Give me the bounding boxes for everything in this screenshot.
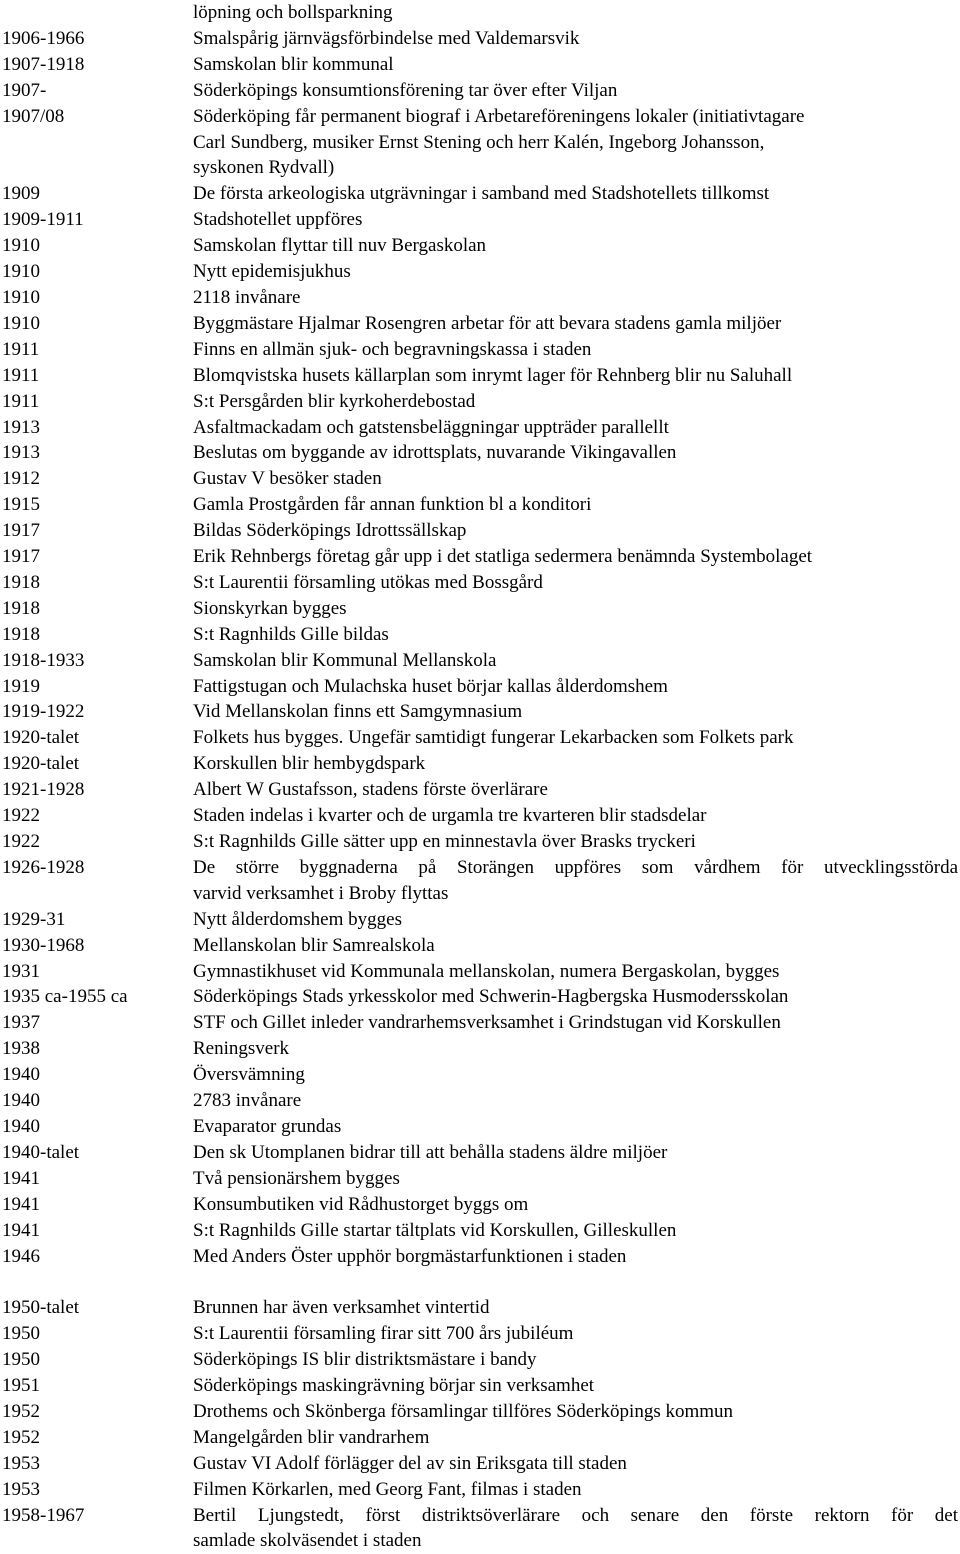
event-cell <box>193 1347 958 1373</box>
timeline-row <box>0 648 960 674</box>
timeline-row <box>0 544 960 570</box>
year-cell: 1917 <box>2 520 40 542</box>
timeline-row <box>0 1321 960 1347</box>
year-cell: 1958-1967 <box>2 1504 85 1526</box>
event-text-line: STF och Gillet inleder vandrarhemsverksamhet i Grindstugan vid Korskullen <box>193 1012 781 1034</box>
year-cell: 1909-1911 <box>2 209 84 231</box>
year-cell: 1950 <box>2 1323 40 1345</box>
event-cell <box>193 259 958 285</box>
event-cell <box>193 78 958 104</box>
event-text-line: Söderköping får permanent biograf i Arbetareföreningens lokaler (initiativtagare <box>193 105 805 127</box>
event-text-line: Två pensionärshem bygges <box>193 1167 400 1189</box>
event-text-line: S:t Laurentii församling utökas med Bossgård <box>193 571 543 593</box>
event-cell <box>193 311 958 337</box>
section-gap <box>0 1269 960 1295</box>
year-cell: 1909 <box>2 183 40 205</box>
event-cell <box>193 1218 958 1244</box>
timeline-row <box>0 26 960 52</box>
event-text-line: Finns en allmän sjuk- och begravningskassa i staden <box>193 338 592 360</box>
event-text-line: Erik Rehnbergs företag går upp i det statliga sedermera benämnda Systembolaget <box>193 546 813 568</box>
event-text-line: Med Anders Öster upphör borgmästarfunktionen i staden <box>193 1245 627 1267</box>
timeline-row <box>0 1192 960 1218</box>
timeline-row <box>0 1425 960 1451</box>
year-cell: 1937 <box>2 1012 40 1034</box>
event-text-line: Asfaltmackadam och gatstensbeläggningar uppträder parallellt <box>193 416 669 438</box>
event-text-line: Söderköpings maskingrävning börjar sin verksamhet <box>193 1375 595 1397</box>
year-cell: 1929-31 <box>2 908 66 930</box>
year-cell: 1910 <box>2 261 40 283</box>
timeline-row <box>0 0 960 26</box>
event-text-line: Brunnen har även verksamhet vintertid <box>193 1297 490 1319</box>
year-cell: 1919 <box>2 675 40 697</box>
event-text-line: Reningsverk <box>193 1038 290 1060</box>
timeline-row <box>0 1062 960 1088</box>
event-cell <box>193 207 958 233</box>
event-cell <box>193 725 958 751</box>
timeline-row <box>0 907 960 933</box>
event-cell <box>193 363 958 389</box>
event-text-line: Söderköpings konsumtionsförening tar över efter Viljan <box>193 79 618 101</box>
event-cell <box>193 959 958 985</box>
timeline-row <box>0 1036 960 1062</box>
timeline-row <box>0 1140 960 1166</box>
event-text-line: De första arkeologiska utgrävningar i samband med Stadshotellets tillkomst <box>193 183 770 205</box>
event-text-line: Gamla Prostgården får annan funktion bl a konditori <box>193 494 592 516</box>
timeline-row <box>0 52 960 78</box>
year-cell: 1918 <box>2 623 40 645</box>
year-cell: 1921-1928 <box>2 779 85 801</box>
event-text-line: De större byggnaderna på Storängen uppföres som vårdhem för utvecklingsstörda <box>193 856 958 878</box>
event-text-line: Beslutas om byggande av idrottsplats, nuvarande Vikingavallen <box>193 442 677 464</box>
event-text-line: Evaparator grundas <box>193 1115 342 1137</box>
timeline-row <box>0 959 960 985</box>
event-cell <box>193 285 958 311</box>
event-text-line: S:t Ragnhilds Gille sätter upp en minnestavla över Brasks tryckeri <box>193 831 696 852</box>
event-cell <box>193 104 958 182</box>
event-text-line: Drothems och Skönberga församlingar tillföres Söderköpings kommun <box>193 1400 734 1422</box>
event-cell <box>193 1477 958 1503</box>
timeline-row <box>0 725 960 751</box>
year-cell: 1920-talet <box>2 753 80 775</box>
year-cell: 1911 <box>2 364 40 386</box>
event-cell <box>193 1140 958 1166</box>
event-text-line: Gustav VI Adolf förlägger del av sin Eriksgata till staden <box>193 1452 627 1474</box>
event-text-line: varvid verksamhet i Broby flyttas <box>193 882 449 904</box>
event-text-line: S:t Ragnhilds Gille bildas <box>193 623 389 645</box>
year-cell: 1922 <box>2 831 40 852</box>
timeline-row <box>0 181 960 207</box>
year-cell: 1940 <box>2 1064 40 1086</box>
event-text-line: S:t Persgården blir kyrkoherdebostad <box>193 390 476 412</box>
event-cell <box>193 1425 958 1451</box>
event-text-line: Albert W Gustafsson, stadens förste överlärare <box>193 779 548 801</box>
year-cell: 1919-1922 <box>2 701 85 723</box>
timeline-row <box>0 337 960 363</box>
year-cell: 1910 <box>2 286 40 308</box>
event-cell <box>193 984 958 1010</box>
year-cell: 1952 <box>2 1400 40 1422</box>
timeline-row <box>0 1295 960 1321</box>
timeline-row <box>0 285 960 311</box>
year-cell: 1918 <box>2 571 40 593</box>
timeline-row <box>0 1347 960 1373</box>
event-text-line: Staden indelas i kvarter och de urgamla tre kvarteren blir stadsdelar <box>193 805 707 827</box>
year-cell: 1941 <box>2 1193 40 1215</box>
event-text-line: Bertil Ljungstedt, först distriktsöverlärare och senare den förste rektorn för det <box>193 1504 958 1526</box>
timeline-row <box>0 440 960 466</box>
event-text-line: Samskolan blir kommunal <box>193 53 394 75</box>
year-cell: 1940 <box>2 1115 40 1137</box>
timeline-row <box>0 1218 960 1244</box>
year-cell: 1953 <box>2 1452 40 1474</box>
event-text-line: Smalspårig järnvägsförbindelse med Valdemarsvik <box>193 27 580 49</box>
year-cell: 1930-1968 <box>2 934 85 956</box>
timeline-row <box>0 933 960 959</box>
event-cell <box>193 466 958 492</box>
timeline-row <box>0 699 960 725</box>
timeline-row <box>0 984 960 1010</box>
timeline-row <box>0 1477 960 1503</box>
event-cell <box>193 1373 958 1399</box>
event-cell <box>193 933 958 959</box>
year-cell: 1917 <box>2 546 40 568</box>
event-cell <box>193 492 958 518</box>
event-cell <box>193 1503 958 1554</box>
timeline-row <box>0 1373 960 1399</box>
event-cell <box>193 1399 958 1425</box>
event-text-line: samlade skolväsendet i staden <box>193 1530 422 1552</box>
event-cell <box>193 777 958 803</box>
event-text-line: Filmen Körkarlen, med Georg Fant, filmas i staden <box>193 1478 582 1500</box>
year-cell: 1910 <box>2 312 40 334</box>
year-cell: 1951 <box>2 1375 40 1397</box>
timeline-row <box>0 1010 960 1036</box>
event-cell <box>193 648 958 674</box>
event-text-line: Samskolan blir Kommunal Mellanskola <box>193 649 497 671</box>
event-cell <box>193 1451 958 1477</box>
timeline-row <box>0 259 960 285</box>
year-cell: 1926-1928 <box>2 856 85 878</box>
event-cell <box>193 829 958 855</box>
event-cell <box>193 751 958 777</box>
event-cell <box>193 622 958 648</box>
timeline-row <box>0 1166 960 1192</box>
event-text-line: syskonen Rydvall) <box>193 157 335 179</box>
year-cell: 1938 <box>2 1038 40 1060</box>
year-cell: 1922 <box>2 805 40 827</box>
event-text-line: Sionskyrkan bygges <box>193 597 347 619</box>
event-cell <box>193 389 958 415</box>
timeline-row <box>0 829 960 855</box>
event-cell <box>193 26 958 52</box>
year-cell: 1952 <box>2 1426 40 1448</box>
event-cell <box>193 518 958 544</box>
timeline-row <box>0 855 960 907</box>
year-cell: 1913 <box>2 416 40 438</box>
year-cell: 1906-1966 <box>2 27 85 49</box>
timeline-row <box>0 233 960 259</box>
event-cell <box>193 1295 958 1321</box>
timeline-row <box>0 1088 960 1114</box>
event-cell <box>193 52 958 78</box>
year-cell: 1915 <box>2 494 40 516</box>
timeline-row <box>0 492 960 518</box>
event-cell <box>193 803 958 829</box>
timeline-row <box>0 596 960 622</box>
event-cell <box>193 1062 958 1088</box>
timeline-row <box>0 78 960 104</box>
timeline-row <box>0 803 960 829</box>
event-text-line: S:t Ragnhilds Gille startar tältplats vid Korskullen, Gilleskullen <box>193 1219 677 1241</box>
event-text-line: Fattigstugan och Mulachska huset börjar kallas ålderdomshem <box>193 675 668 697</box>
event-cell <box>193 699 958 725</box>
timeline-row <box>0 207 960 233</box>
year-cell: 1918 <box>2 597 40 619</box>
timeline-row <box>0 751 960 777</box>
event-cell <box>193 1244 958 1270</box>
event-cell <box>193 544 958 570</box>
event-text-line: Översvämning <box>193 1064 305 1086</box>
event-cell <box>193 233 958 259</box>
timeline-row <box>0 1399 960 1425</box>
event-text-line: Folkets hus bygges. Ungefär samtidigt fungerar Lekarbacken som Folkets park <box>193 727 794 749</box>
timeline-row <box>0 674 960 700</box>
year-cell: 1911 <box>2 390 40 412</box>
event-text-line: 2118 invånare <box>193 286 301 308</box>
year-cell: 1953 <box>2 1478 40 1500</box>
event-cell <box>193 1321 958 1347</box>
event-cell <box>193 596 958 622</box>
timeline-row <box>0 363 960 389</box>
event-cell <box>193 440 958 466</box>
event-cell <box>193 855 958 907</box>
event-text-line: Bildas Söderköpings Idrottssällskap <box>193 520 467 542</box>
timeline-row <box>0 1451 960 1477</box>
event-text-line: löpning och bollsparkning <box>193 2 393 23</box>
year-cell: 1935 ca-1955 ca <box>2 986 128 1008</box>
event-text-line: Nytt epidemisjukhus <box>193 261 351 283</box>
event-text-line: Söderköpings IS blir distriktsmästare i bandy <box>193 1349 537 1371</box>
event-text-line: Korskullen blir hembygdspark <box>193 753 426 775</box>
timeline-row <box>0 570 960 596</box>
year-cell: 1946 <box>2 1245 40 1267</box>
year-cell: 1912 <box>2 468 40 490</box>
timeline-row <box>0 1244 960 1270</box>
event-text-line: Gymnastikhuset vid Kommunala mellanskolan, numera Bergaskolan, bygges <box>193 960 780 982</box>
year-cell: 1940 <box>2 1090 40 1112</box>
year-cell: 1907-1918 <box>2 53 85 75</box>
event-text-line: Den sk Utomplanen bidrar till att behålla stadens äldre miljöer <box>193 1141 668 1163</box>
timeline-row <box>0 311 960 337</box>
event-cell <box>193 570 958 596</box>
timeline-row <box>0 415 960 441</box>
event-text-line: Konsumbutiken vid Rådhustorget byggs om <box>193 1193 529 1215</box>
event-cell <box>193 1010 958 1036</box>
event-text-line: Gustav V besöker staden <box>193 468 382 490</box>
timeline-row <box>0 777 960 803</box>
event-text-line: Vid Mellanskolan finns ett Samgymnasium <box>193 701 523 723</box>
event-cell <box>193 337 958 363</box>
year-cell: 1950-talet <box>2 1297 80 1319</box>
event-cell <box>193 0 958 26</box>
timeline-row <box>0 622 960 648</box>
year-cell: 1941 <box>2 1167 40 1189</box>
year-cell: 1910 <box>2 235 40 257</box>
event-cell <box>193 415 958 441</box>
event-cell <box>193 1036 958 1062</box>
event-text-line: Mangelgården blir vandrarhem <box>193 1426 430 1448</box>
event-text-line: Samskolan flyttar till nuv Bergaskolan <box>193 235 487 257</box>
year-cell: 1913 <box>2 442 40 464</box>
year-cell: 1940-talet <box>2 1141 80 1163</box>
event-cell <box>193 1192 958 1218</box>
year-cell: 1907- <box>2 79 47 101</box>
timeline-row <box>0 1114 960 1140</box>
event-cell <box>193 1166 958 1192</box>
event-cell <box>193 674 958 700</box>
year-cell: 1918-1933 <box>2 649 85 671</box>
event-cell <box>193 907 958 933</box>
timeline-row <box>0 389 960 415</box>
timeline-row <box>0 518 960 544</box>
event-text-line: S:t Laurentii församling firar sitt 700 års jubiléum <box>193 1323 574 1345</box>
year-cell: 1931 <box>2 960 40 982</box>
year-cell: 1941 <box>2 1219 40 1241</box>
event-text-line: Söderköpings Stads yrkesskolor med Schwerin-Hagbergska Husmodersskolan <box>193 986 789 1008</box>
year-cell: 1911 <box>2 338 40 360</box>
timeline-row <box>0 104 960 182</box>
event-text-line: Carl Sundberg, musiker Ernst Stening och herr Kalén, Ingeborg Johansson, <box>193 131 765 153</box>
event-text-line: Byggmästare Hjalmar Rosengren arbetar för att bevara stadens gamla miljöer <box>193 312 782 334</box>
event-text-line: 2783 invånare <box>193 1090 302 1112</box>
year-cell: 1950 <box>2 1349 40 1371</box>
year-cell: 1920-talet <box>2 727 80 749</box>
event-cell <box>193 181 958 207</box>
event-text-line: Stadshotellet uppföres <box>193 209 363 231</box>
year-cell <box>0 0 193 26</box>
event-text-line: Nytt ålderdomshem bygges <box>193 908 402 930</box>
timeline-row <box>0 1503 960 1554</box>
event-text-line: Blomqvistska husets källarplan som inrymt lager för Rehnberg blir nu Saluhall <box>193 364 793 386</box>
event-cell <box>193 1114 958 1140</box>
event-cell <box>193 1088 958 1114</box>
event-text-line: Mellanskolan blir Samrealskola <box>193 934 435 956</box>
year-cell: 1907/08 <box>2 105 65 127</box>
timeline-row <box>0 466 960 492</box>
